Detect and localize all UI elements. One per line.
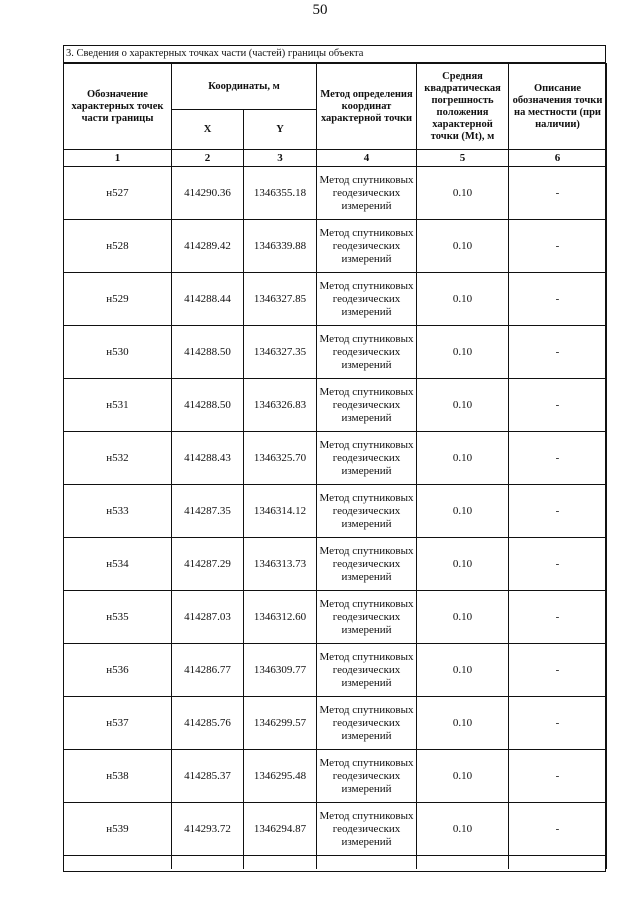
- point-name-cell: н530: [64, 326, 172, 379]
- coordinate-y-cell: 1346299.57: [244, 697, 317, 750]
- coordinate-x-cell: 414287.35: [172, 485, 244, 538]
- header-designation: Обозначение характерных точек части границы: [64, 64, 172, 150]
- method-cell: Метод спутниковых геодезических измерений: [317, 432, 417, 485]
- coordinate-y-cell: 1346294.87: [244, 803, 317, 856]
- coordinate-x-cell: 414287.03: [172, 591, 244, 644]
- column-number: 3: [244, 150, 317, 167]
- description-cell: -: [509, 167, 607, 220]
- table-row: [64, 432, 607, 485]
- point-name-cell: н534: [64, 538, 172, 591]
- empty-cell: [244, 856, 317, 870]
- method-cell: Метод спутниковых геодезических измерений: [317, 697, 417, 750]
- empty-cell: [317, 856, 417, 870]
- coordinate-x-cell: 414289.42: [172, 220, 244, 273]
- method-cell: Метод спутниковых геодезических измерений: [317, 273, 417, 326]
- coordinate-x-cell: 414288.50: [172, 326, 244, 379]
- coordinate-y-cell: 1346309.77: [244, 644, 317, 697]
- method-cell: Метод спутниковых геодезических измерений: [317, 538, 417, 591]
- point-name-cell: н528: [64, 220, 172, 273]
- table-row: [64, 644, 607, 697]
- point-name-cell: н533: [64, 485, 172, 538]
- method-cell: Метод спутниковых геодезических измерений: [317, 379, 417, 432]
- coordinate-y-cell: 1346327.85: [244, 273, 317, 326]
- description-cell: -: [509, 697, 607, 750]
- error-cell: 0.10: [417, 167, 509, 220]
- coordinate-x-cell: 414285.76: [172, 697, 244, 750]
- header-error: Средняя квадратическая погрешность положения характерной точки (Mt), м: [417, 64, 509, 150]
- table-row: [64, 220, 607, 273]
- error-cell: 0.10: [417, 326, 509, 379]
- boundary-points-table: [63, 63, 607, 869]
- coordinate-y-cell: 1346313.73: [244, 538, 317, 591]
- description-cell: -: [509, 538, 607, 591]
- description-cell: -: [509, 379, 607, 432]
- section-title: 3. Сведения о характерных точках части (частей) границы объекта: [64, 46, 605, 63]
- table-row: [64, 273, 607, 326]
- boundary-points-table-frame: [63, 45, 606, 872]
- error-cell: 0.10: [417, 697, 509, 750]
- description-cell: -: [509, 220, 607, 273]
- description-cell: -: [509, 432, 607, 485]
- error-cell: 0.10: [417, 432, 509, 485]
- coordinate-x-cell: 414290.36: [172, 167, 244, 220]
- coordinate-x-cell: 414293.72: [172, 803, 244, 856]
- error-cell: 0.10: [417, 591, 509, 644]
- error-cell: 0.10: [417, 750, 509, 803]
- method-cell: Метод спутниковых геодезических измерений: [317, 485, 417, 538]
- error-cell: 0.10: [417, 538, 509, 591]
- description-cell: -: [509, 326, 607, 379]
- column-numbers-row: [64, 150, 607, 167]
- coordinate-y-cell: 1346295.48: [244, 750, 317, 803]
- description-cell: -: [509, 803, 607, 856]
- table-row: [64, 538, 607, 591]
- method-cell: Метод спутниковых геодезических измерений: [317, 644, 417, 697]
- point-name-cell: н532: [64, 432, 172, 485]
- header-coordinates: Координаты, м: [172, 64, 317, 110]
- coordinate-x-cell: 414288.43: [172, 432, 244, 485]
- method-cell: Метод спутниковых геодезических измерений: [317, 591, 417, 644]
- point-name-cell: н529: [64, 273, 172, 326]
- method-cell: Метод спутниковых геодезических измерений: [317, 326, 417, 379]
- description-cell: -: [509, 591, 607, 644]
- empty-cell: [64, 856, 172, 870]
- header-x: X: [172, 110, 244, 150]
- coordinate-x-cell: 414287.29: [172, 538, 244, 591]
- description-cell: -: [509, 644, 607, 697]
- coordinate-x-cell: 414285.37: [172, 750, 244, 803]
- header-method: Метод определения координат характерной точки: [317, 64, 417, 150]
- column-number: 4: [317, 150, 417, 167]
- coordinate-y-cell: 1346327.35: [244, 326, 317, 379]
- table-row: [64, 485, 607, 538]
- coordinate-y-cell: 1346355.18: [244, 167, 317, 220]
- table-row: [64, 697, 607, 750]
- point-name-cell: н527: [64, 167, 172, 220]
- error-cell: 0.10: [417, 485, 509, 538]
- empty-cell: [172, 856, 244, 870]
- column-number: 5: [417, 150, 509, 167]
- coordinate-y-cell: 1346312.60: [244, 591, 317, 644]
- column-number: 2: [172, 150, 244, 167]
- header-description: Описание обозначения точки на местности (при наличии): [509, 64, 607, 150]
- error-cell: 0.10: [417, 644, 509, 697]
- coordinate-x-cell: 414288.50: [172, 379, 244, 432]
- table-row: [64, 803, 607, 856]
- empty-row: [64, 856, 607, 870]
- method-cell: Метод спутниковых геодезических измерений: [317, 803, 417, 856]
- column-number: 1: [64, 150, 172, 167]
- point-name-cell: н536: [64, 644, 172, 697]
- coordinate-x-cell: 414288.44: [172, 273, 244, 326]
- table-row: [64, 326, 607, 379]
- table-row: [64, 591, 607, 644]
- table-row: [64, 750, 607, 803]
- coordinate-y-cell: 1346339.88: [244, 220, 317, 273]
- table-row: [64, 167, 607, 220]
- error-cell: 0.10: [417, 273, 509, 326]
- method-cell: Метод спутниковых геодезических измерений: [317, 750, 417, 803]
- page-number: 50: [312, 2, 328, 18]
- description-cell: -: [509, 485, 607, 538]
- method-cell: Метод спутниковых геодезических измерений: [317, 167, 417, 220]
- empty-cell: [509, 856, 607, 870]
- column-number: 6: [509, 150, 607, 167]
- error-cell: 0.10: [417, 803, 509, 856]
- table-row: [64, 379, 607, 432]
- point-name-cell: н535: [64, 591, 172, 644]
- point-name-cell: н537: [64, 697, 172, 750]
- coordinate-x-cell: 414286.77: [172, 644, 244, 697]
- point-name-cell: н538: [64, 750, 172, 803]
- point-name-cell: н539: [64, 803, 172, 856]
- method-cell: Метод спутниковых геодезических измерений: [317, 220, 417, 273]
- header-y: Y: [244, 110, 317, 150]
- empty-cell: [417, 856, 509, 870]
- description-cell: -: [509, 750, 607, 803]
- coordinate-y-cell: 1346325.70: [244, 432, 317, 485]
- coordinate-y-cell: 1346314.12: [244, 485, 317, 538]
- description-cell: -: [509, 273, 607, 326]
- coordinate-y-cell: 1346326.83: [244, 379, 317, 432]
- error-cell: 0.10: [417, 379, 509, 432]
- error-cell: 0.10: [417, 220, 509, 273]
- point-name-cell: н531: [64, 379, 172, 432]
